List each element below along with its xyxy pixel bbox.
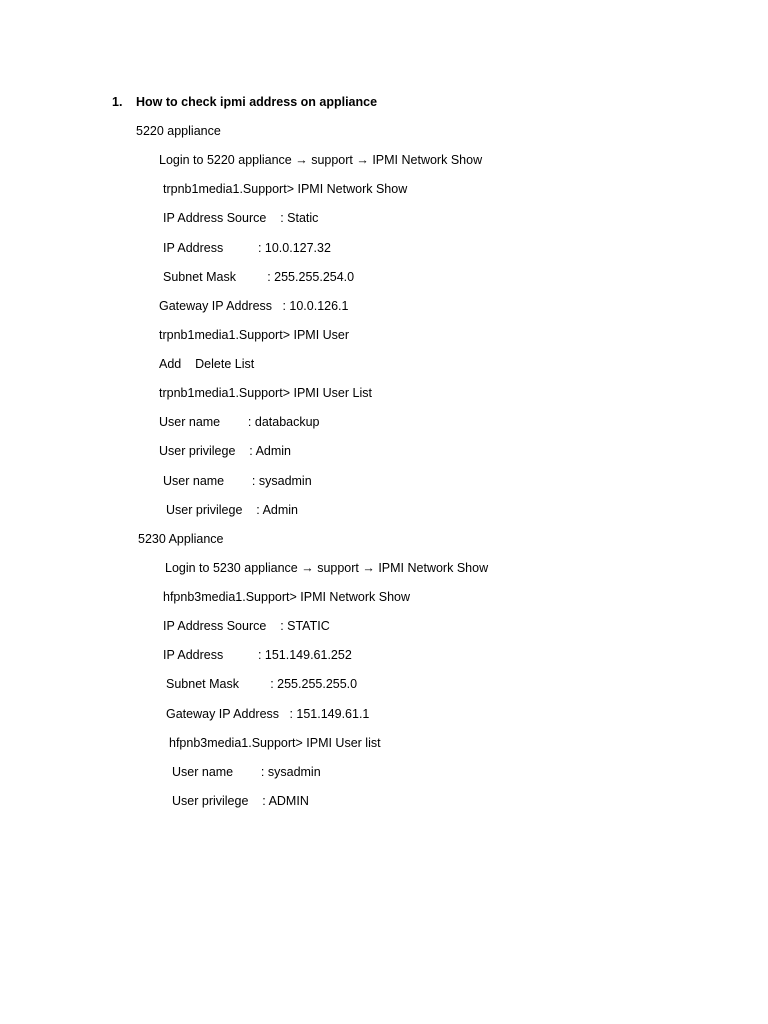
doc-line: User privilege : Admin [166, 503, 298, 517]
doc-line: Add Delete List [159, 357, 255, 371]
doc-line: User privilege : ADMIN [172, 794, 309, 808]
doc-line: IP Address : 10.0.127.32 [163, 241, 331, 255]
heading-number: 1. [112, 95, 123, 109]
doc-line: Login to 5220 appliance → support → IPMI Network Show [159, 153, 483, 167]
doc-line: IP Address : 151.149.61.252 [163, 648, 352, 662]
section-title-5220: 5220 appliance [136, 124, 221, 138]
doc-line: Gateway IP Address : 151.149.61.1 [166, 707, 370, 721]
doc-line: Subnet Mask : 255.255.255.0 [166, 677, 358, 691]
heading-title: How to check ipmi address on appliance [136, 95, 378, 109]
doc-line: trpnb1media1.Support> IPMI User List [159, 386, 372, 400]
doc-line: Gateway IP Address : 10.0.126.1 [159, 299, 349, 313]
section-title-5230: 5230 Appliance [138, 532, 224, 546]
doc-line: trpnb1media1.Support> IPMI Network Show [163, 182, 408, 196]
doc-line: User name : databackup [159, 415, 320, 429]
doc-line: User privilege : Admin [159, 444, 291, 458]
doc-line: trpnb1media1.Support> IPMI User [159, 328, 350, 342]
doc-line: IP Address Source : STATIC [163, 619, 330, 633]
doc-line: Login to 5230 appliance → support → IPMI Network Show [165, 561, 489, 575]
doc-line: User name : sysadmin [172, 765, 321, 779]
doc-line: User name : sysadmin [163, 474, 312, 488]
doc-line: hfpnb3media1.Support> IPMI Network Show [163, 590, 411, 604]
doc-line: IP Address Source : Static [163, 211, 319, 225]
doc-line: Subnet Mask : 255.255.254.0 [163, 270, 355, 284]
doc-line: hfpnb3media1.Support> IPMI User list [169, 736, 381, 750]
